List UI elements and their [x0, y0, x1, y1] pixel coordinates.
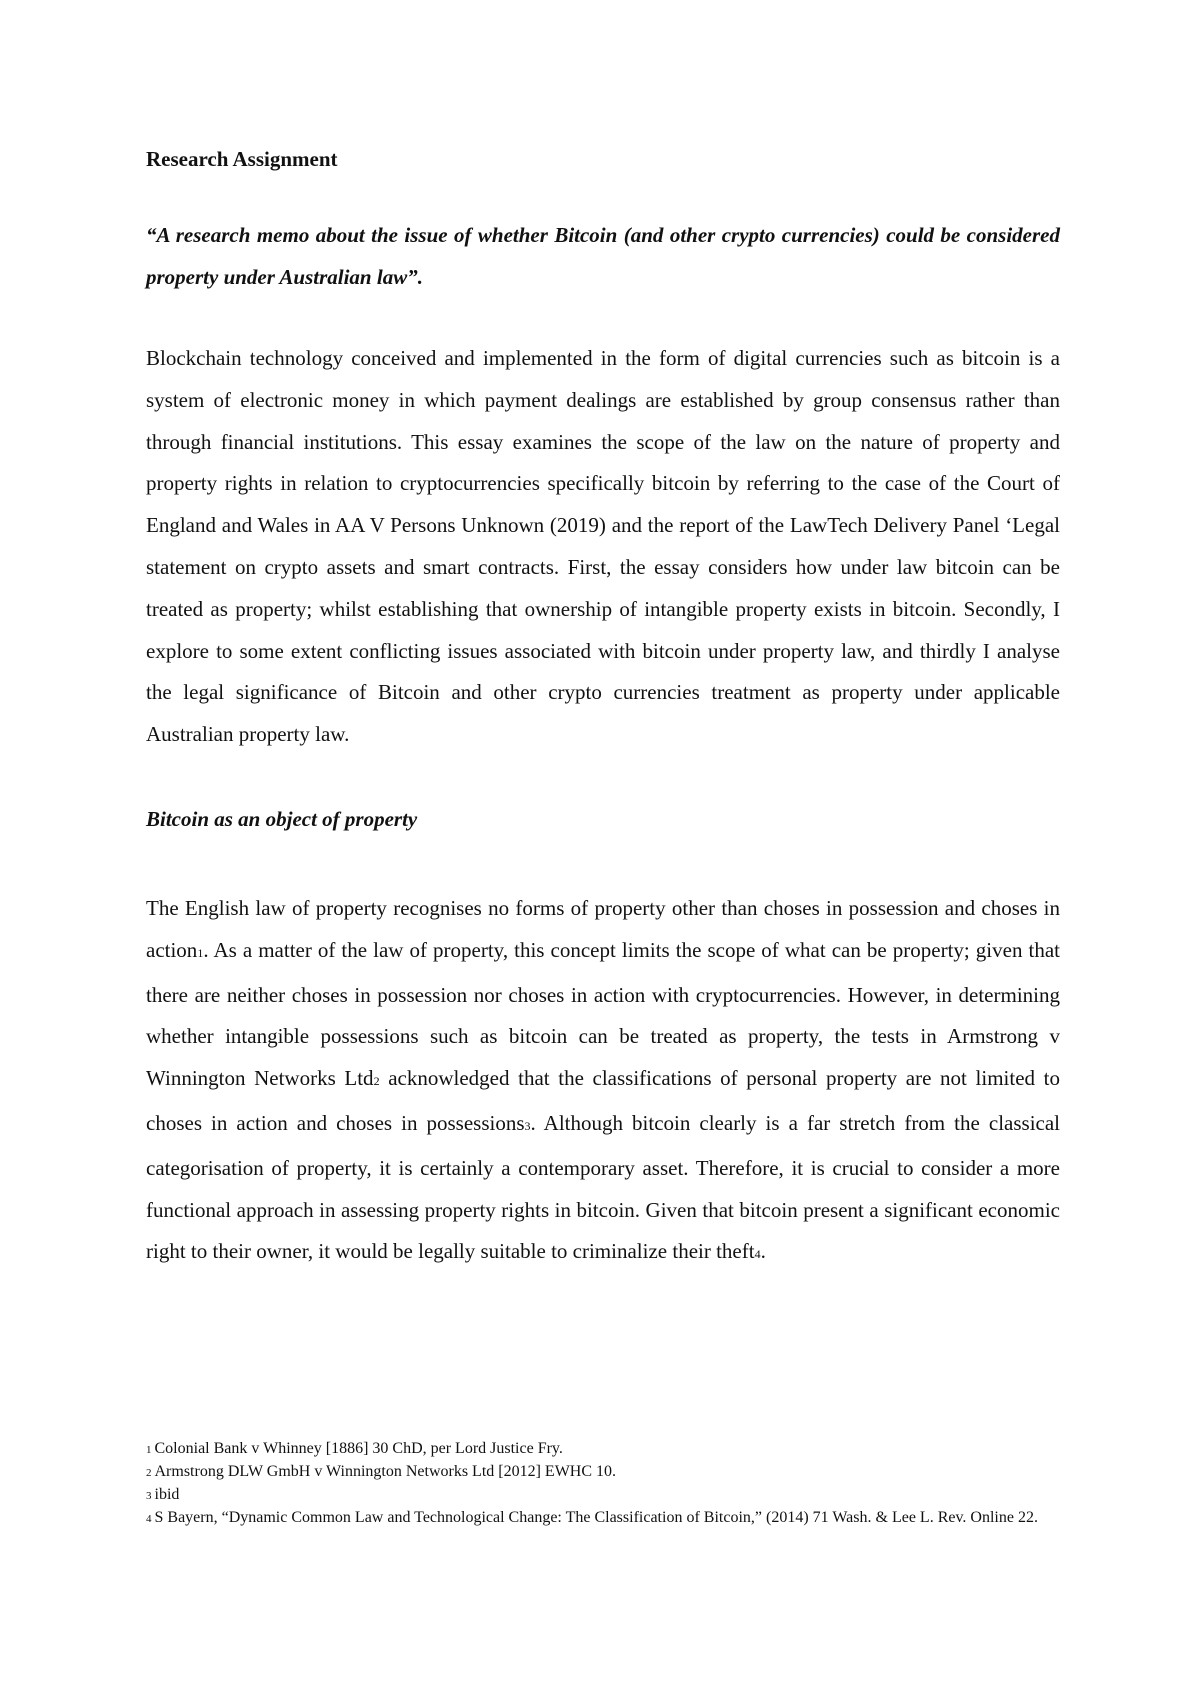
footnote-number: 1	[146, 1444, 152, 1456]
section-heading: Bitcoin as an object of property	[146, 806, 418, 831]
paragraph-text-segment: The English law of property recognises no forms of property other than choses in possession and choses in action	[146, 895, 1060, 962]
footnote-reference: 1	[197, 945, 204, 960]
document-title: Research Assignment	[146, 147, 338, 171]
intro-paragraph: Blockchain technology conceived and implemented in the form of digital currencies such as bitcoin is a system of electronic money in which payment dealings are established by group consensus rather than through financial institutions. This essay examines the scope of the law on the nature of property and property rights in relation to cryptocurrencies specifically bitcoin by referring to the case of the Court of England and Wales in AA V Persons Unknown (2019) and the report of the LawTech Delivery Panel ‘Legal statement on crypto assets and smart contracts. First, the essay considers how under law bitcoin can be treated as property; whilst establishing that ownership of intangible property exists in bitcoin. Secondly, I explore to some extent conflicting issues associated with bitcoin under property law, and thirdly I analyse the legal significance of Bitcoin and other crypto currencies treatment as property under applicable Australian property law.	[146, 346, 1060, 747]
footnote-number: 3	[146, 1490, 152, 1502]
footnote-number: 4	[146, 1513, 152, 1525]
footnote	[146, 1438, 1060, 1461]
footnote-text: S Bayern, “Dynamic Common Law and Technological Change: The Classification of Bitcoin,” (2014) 71 Wash. & Lee L. Rev. Online 22.	[154, 1509, 1038, 1526]
footnote-number: 2	[146, 1467, 152, 1479]
paragraph-text-segment: .	[760, 1239, 766, 1264]
paragraph-text-segment: acknowledged that the classifications of personal property are not limited to choses in action and choses in possessions	[146, 1066, 1060, 1135]
footnote-text: Colonial Bank v Whinney [1886] 30 ChD, per Lord Justice Fry.	[154, 1440, 563, 1457]
footnote-text: ibid	[154, 1486, 180, 1503]
footnote-reference: 3	[524, 1118, 531, 1133]
footnote	[146, 1507, 1060, 1530]
footnote	[146, 1484, 1060, 1507]
body-paragraph	[146, 888, 1060, 1276]
footnote-reference: 2	[373, 1074, 380, 1089]
footnote-text: Armstrong DLW GmbH v Winnington Networks Ltd [2012] EWHC 10.	[154, 1463, 617, 1480]
document-body	[146, 144, 1060, 1276]
document-subtitle: “A research memo about the issue of whether Bitcoin (and other crypto currencies) could be considered property under Australian law”.	[146, 223, 1060, 289]
footnotes-section	[146, 1438, 1060, 1530]
paragraph-text-segment: . As a matter of the law of property, this concept limits the scope of what can be property; given that there are neither choses in possession nor choses in action with cryptocurrencies. However, in determining whether intangible possessions such as bitcoin can be treated as property, the tests in Armstrong v Winnington Networks Ltd	[146, 937, 1060, 1091]
paragraph-text-segment: . Although bitcoin clearly is a far stretch from the classical categorisation of property, it is certainly a contemporary asset. Therefore, it is crucial to consider a more functional approach in assessing property rights in bitcoin. Given that bitcoin present a significant economic right to their owner, it would be legally suitable to criminalize their theft	[146, 1110, 1061, 1264]
footnote-reference: 4	[754, 1247, 761, 1262]
footnote	[146, 1461, 1060, 1484]
